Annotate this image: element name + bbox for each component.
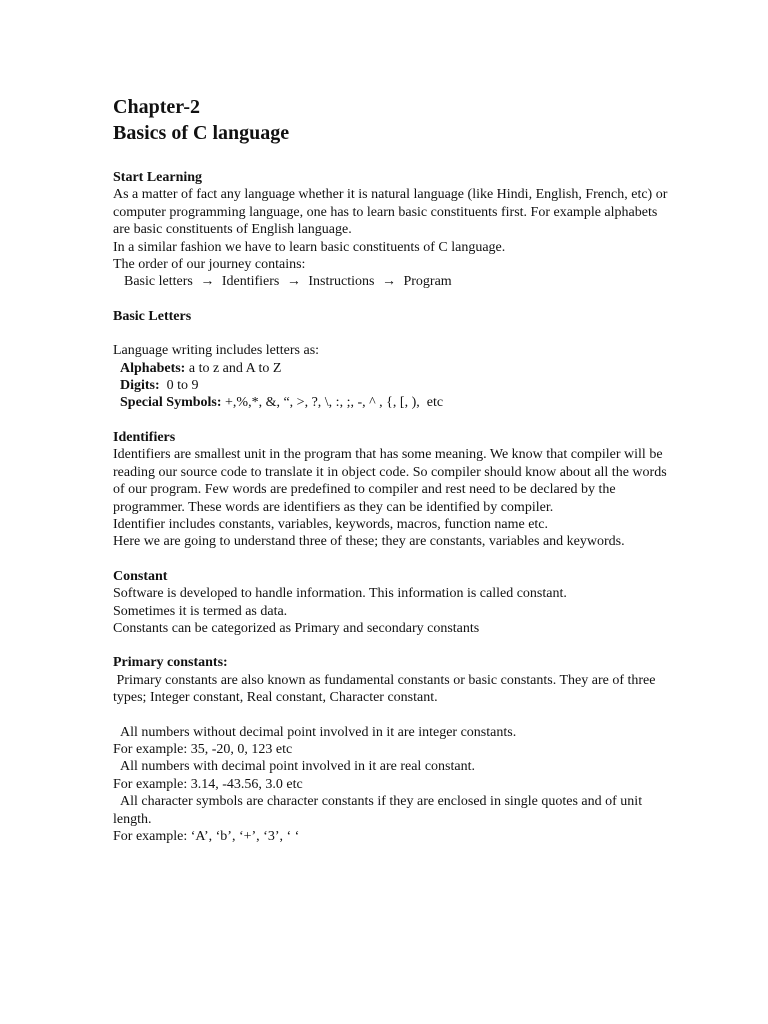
- digits-value: 0 to 9: [159, 378, 199, 394]
- identifiers-line-2: Identifier includes constants, variables, keywords, macros, function name etc.: [113, 516, 549, 532]
- heading-primary-constants: Primary constants:: [113, 655, 228, 671]
- special-symbols-label: Special Symbols:: [120, 395, 222, 411]
- alphabets-line: [113, 360, 673, 377]
- chapter-number: Chapter-2: [113, 96, 201, 118]
- heading-identifiers: Identifiers: [113, 429, 176, 445]
- digits-line: [113, 377, 673, 394]
- alphabets-label: Alphabets:: [120, 360, 186, 376]
- arrow-right-icon: →: [200, 274, 215, 290]
- arrow-right-icon: →: [286, 274, 301, 290]
- identifiers-paragraph: Identifiers are smallest unit in the program that has some meaning. We know that compiler will be reading our source code to translate it in object code. So compiler should know about all the words of our program. Few words are predefined to compiler and rest need to be declared by the programmer. These words are identifiers as they can be identified by compiler.: [113, 447, 667, 515]
- identifiers-line-3: Here we are going to understand three of these; they are constants, variables and keywords.: [113, 534, 625, 550]
- journey-step-2: Identifiers: [221, 274, 280, 290]
- chapter-title: Basics of C language: [113, 122, 290, 144]
- constant-line-1: Software is developed to handle information. This information is called constant.: [113, 586, 567, 602]
- real-description: All numbers with decimal point involved in it are real constant.: [120, 759, 475, 775]
- alphabets-value: a to z and A to Z: [185, 360, 282, 376]
- basic-letters-intro: Language writing includes letters as:: [113, 343, 320, 359]
- journey-step-3: Instructions: [308, 274, 375, 290]
- section-start-learning: [113, 169, 673, 291]
- document-page: [113, 94, 673, 845]
- real-example: For example: 3.14, -43.56, 3.0 etc: [113, 776, 303, 792]
- integer-description: All numbers without decimal point involved in it are integer constants.: [120, 724, 517, 740]
- constant-line-2: Sometimes it is termed as data.: [113, 603, 288, 619]
- section-constant: [113, 568, 673, 638]
- character-description: All character symbols are character constants if they are enclosed in single quotes and of unit length.: [113, 794, 646, 827]
- section-basic-letters: [113, 308, 673, 412]
- digits-label: Digits:: [120, 378, 160, 394]
- start-learning-line-2: In a similar fashion we have to learn basic constituents of C language.: [113, 239, 506, 255]
- integer-example: For example: 35, -20, 0, 123 etc: [113, 741, 293, 757]
- arrow-right-icon: →: [381, 274, 396, 290]
- journey-step-1: Basic letters: [124, 274, 193, 290]
- section-identifiers: [113, 429, 673, 551]
- heading-constant: Constant: [113, 568, 168, 584]
- character-example: For example: ‘A’, ‘b’, ‘+’, ‘3’, ‘ ‘: [113, 829, 300, 844]
- start-learning-line-3: The order of our journey contains:: [113, 257, 306, 273]
- journey-sequence: [113, 273, 673, 290]
- journey-step-4: Program: [403, 274, 452, 290]
- section-primary-constants: [113, 654, 673, 845]
- start-learning-paragraph: As a matter of fact any language whether it is natural language (like Hindi, English, French, etc) or computer programming language, one has to learn basic constituents first. For example alphabets are basic constituents of English language.: [113, 187, 668, 238]
- special-symbols-line: [113, 394, 673, 411]
- constant-line-3: Constants can be categorized as Primary and secondary constants: [113, 620, 480, 636]
- heading-start-learning: Start Learning: [113, 170, 203, 185]
- primary-paragraph: Primary constants are also known as fundamental constants or basic constants. They are of three types; Integer constant, Real constant, Character constant.: [113, 672, 659, 706]
- special-symbols-value: +,%,*, &, “, >, ?, \, :, ;, -, ^ , {, [, ), etc: [221, 395, 444, 411]
- heading-basic-letters: Basic Letters: [113, 308, 192, 324]
